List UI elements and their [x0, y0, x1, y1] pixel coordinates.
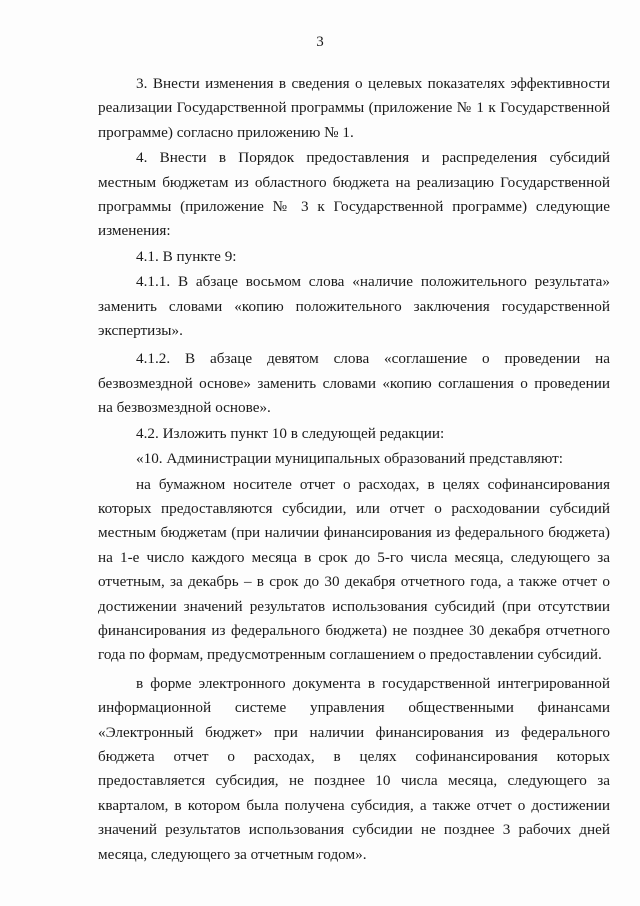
page-number: 3 — [316, 34, 324, 50]
paragraph-item-4-1-1: 4.1.1. В абзаце восьмом слова «наличие положительного результата» заменить словами «копию положительного заключения государственной экспертизы». — [98, 273, 610, 340]
paragraph-item-4-1-2: 4.1.2. В абзаце девятом слова «соглашение о проведении на безвозмездной основе» заменить словами «копию соглашения о проведении на безвозмездной основе». — [98, 350, 610, 417]
paragraph-paper-report: на бумажном носителе отчет о расходах, в целях софинансирования которых предоставляются субсидии, или отчет о расходовании субсидий местным бюджетам (при наличии финансирования из федерального бюджета) на 1-е число каждого месяца в срок до 5-го числа месяца, следующего за отчетным, за декабрь – в срок до 30 декабря отчетного года, а также отчет о достижении значений результатов использования субсидий (при отсутствии финансирования из федерального бюджета) не позднее 30 декабря отчетного года по формам, предусмотренным соглашением о предоставлении субсидий. — [98, 475, 610, 664]
paragraph-item-4-1: 4.1. В пункте 9: — [136, 247, 237, 265]
paragraph-electronic-report: в форме электронного документа в государственной интегрированной информационной системе управления общественными финансами «Электронный бюджет» при наличии финансирования из федерального бюджета отчет о расходах, в целях софинансирования которых предоставляется субсидия, не позднее 10 числа месяца, следующего за кварталом, в котором была получена субсидия, а также отчет о достижении значений результатов использования субсидии не позднее 3 рабочих дней месяца, следующего за отчетным годом». — [98, 674, 610, 863]
paragraph-item-10-intro: «10. Администрации муниципальных образований представляют: — [136, 450, 563, 468]
document-body — [98, 72, 610, 868]
paragraph-item-3: 3. Внести изменения в сведения о целевых показателях эффективности реализации Государственной программы (приложение № 1 к Государственной программе) согласно приложению № 1. — [98, 75, 610, 141]
paragraph-item-4: 4. Внести в Порядок предоставления и распределения субсидий местным бюджетам из областного бюджета на реализацию Государственной программы (приложение № 3 к Государственной программе) следующие изменения: — [98, 149, 610, 240]
paragraph-item-4-2: 4.2. Изложить пункт 10 в следующей редакции: — [136, 424, 445, 442]
